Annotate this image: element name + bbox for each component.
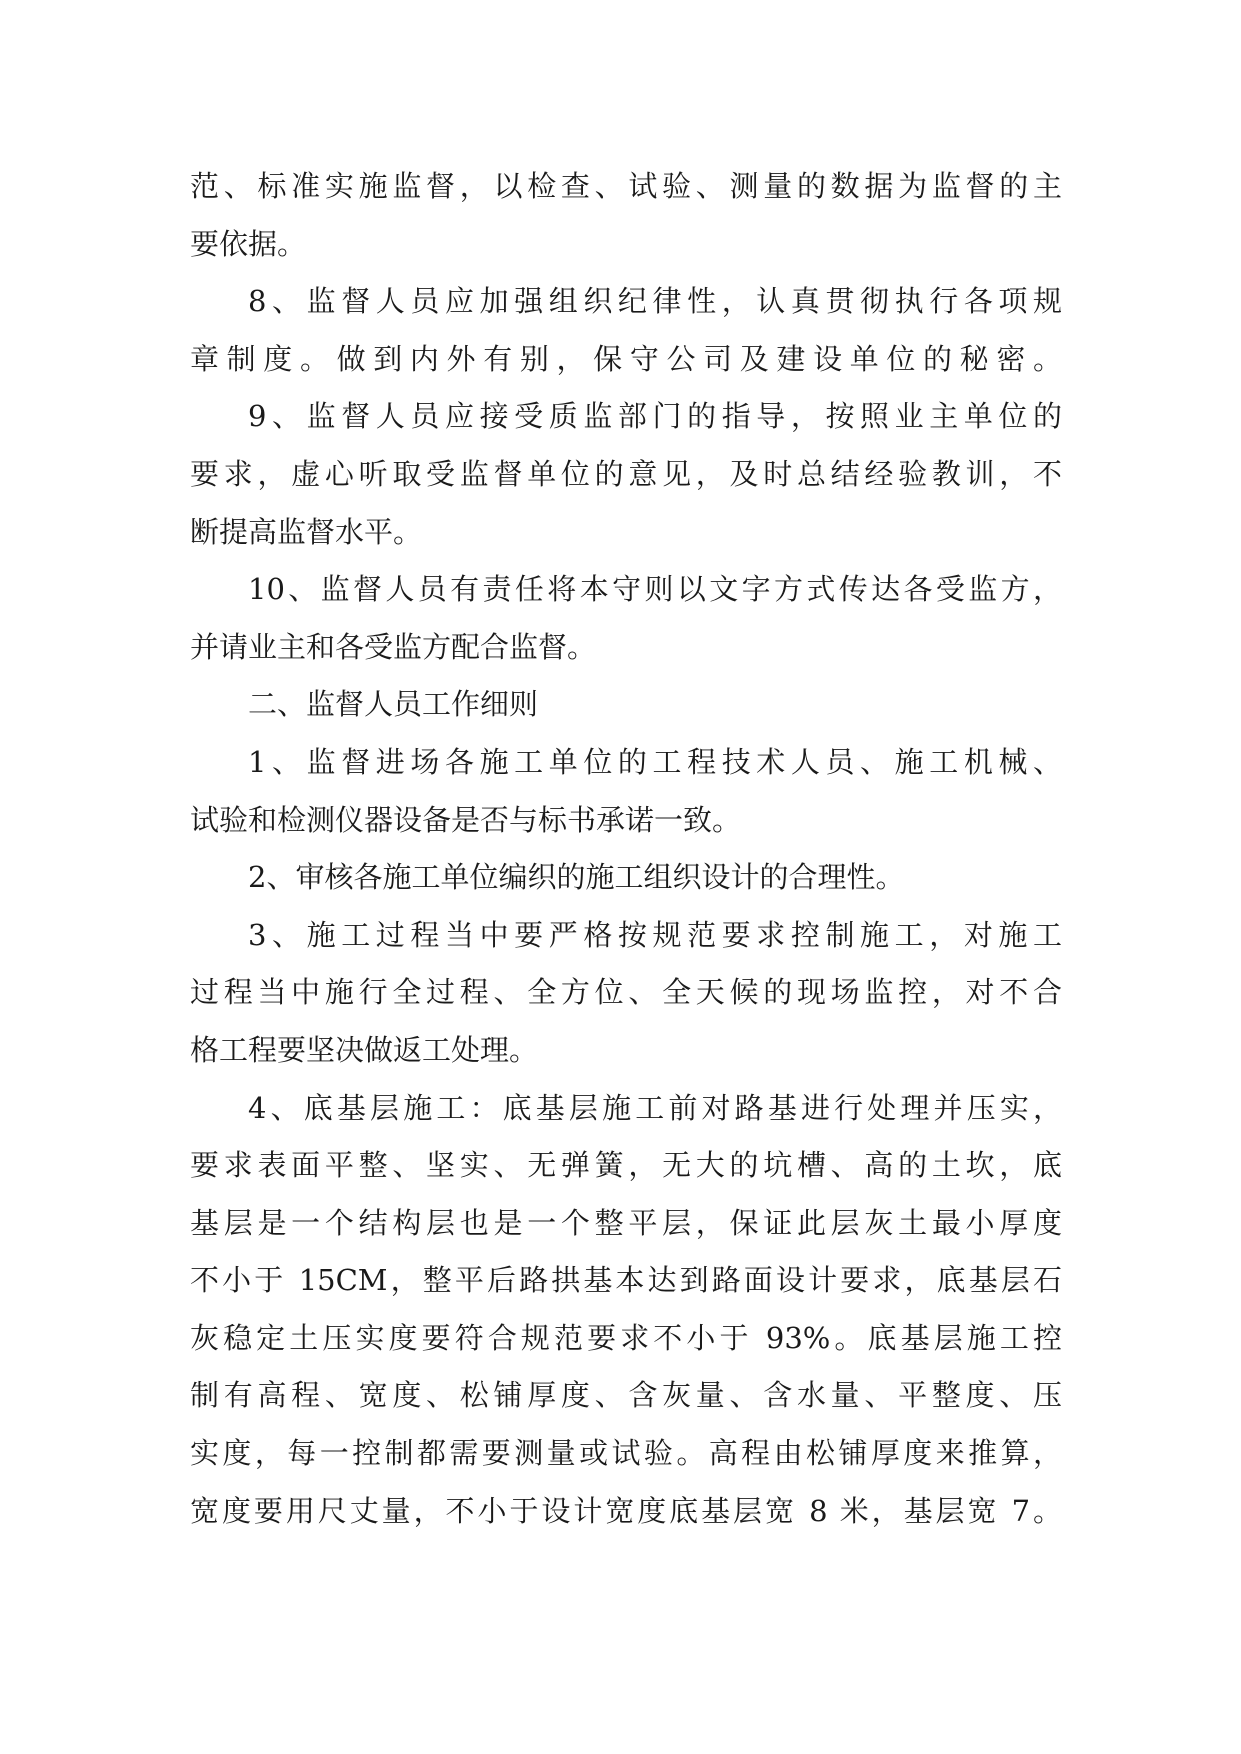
paragraph-line: 并请业主和各受监方配合监督。	[190, 629, 597, 664]
paragraph-line: 要求，虚心听取受监督单位的意见，及时总结经验教训，不	[190, 456, 1062, 491]
paragraph-line: 9、监督人员应接受质监部门的指导，按照业主单位的	[248, 399, 1062, 434]
paragraph-line: 8、监督人员应加强组织纪律性，认真贯彻执行各项规	[248, 284, 1062, 319]
paragraph-line: 1、监督进场各施工单位的工程技术人员、施工机械、	[248, 744, 1062, 779]
paragraph-line: 10、监督人员有责任将本守则以文字方式传达各受监方，	[248, 572, 1062, 607]
paragraph-line: 范、标准实施监督，以检查、试验、测量的数据为监督的主	[190, 169, 1062, 203]
paragraph-line: 章制度。做到内外有别，保守公司及建设单位的秘密。	[190, 341, 1062, 376]
paragraph-line: 要求表面平整、坚实、无弹簧，无大的坑槽、高的土坎，底	[190, 1148, 1062, 1183]
body-text	[190, 158, 1062, 1540]
paragraph-line: 制有高程、宽度、松铺厚度、含灰量、含水量、平整度、压	[190, 1378, 1062, 1413]
paragraph-line: 不小于 15CM，整平后路拱基本达到路面设计要求，底基层石	[190, 1263, 1062, 1298]
paragraph-line: 灰稳定土压实度要符合规范要求不小于 93%。底基层施工控	[190, 1320, 1062, 1355]
paragraph-line: 3、施工过程当中要严格按规范要求控制施工，对施工	[248, 917, 1062, 952]
section-heading: 二、监督人员工作细则	[248, 687, 539, 722]
paragraph-line: 2、审核各施工单位编织的施工组织设计的合理性。	[248, 860, 905, 895]
paragraph-line: 试验和检测仪器设备是否与标书承诺一致。	[190, 802, 742, 837]
paragraph-line: 要依据。	[190, 226, 307, 261]
paragraph-line: 过程当中施行全过程、全方位、全天候的现场监控，对不合	[190, 975, 1062, 1010]
paragraph-line: 实度，每一控制都需要测量或试验。高程由松铺厚度来推算，	[190, 1436, 1062, 1471]
paragraph-line: 格工程要坚决做返工处理。	[190, 1032, 539, 1067]
paragraph-line: 4、底基层施工：底基层施工前对路基进行处理并压实，	[248, 1090, 1062, 1125]
paragraph-line: 基层是一个结构层也是一个整平层，保证此层灰土最小厚度	[190, 1205, 1062, 1240]
paragraph-line: 断提高监督水平。	[190, 514, 423, 549]
paragraph-line: 宽度要用尺丈量，不小于设计宽度底基层宽 8 米，基层宽 7。	[190, 1493, 1062, 1528]
